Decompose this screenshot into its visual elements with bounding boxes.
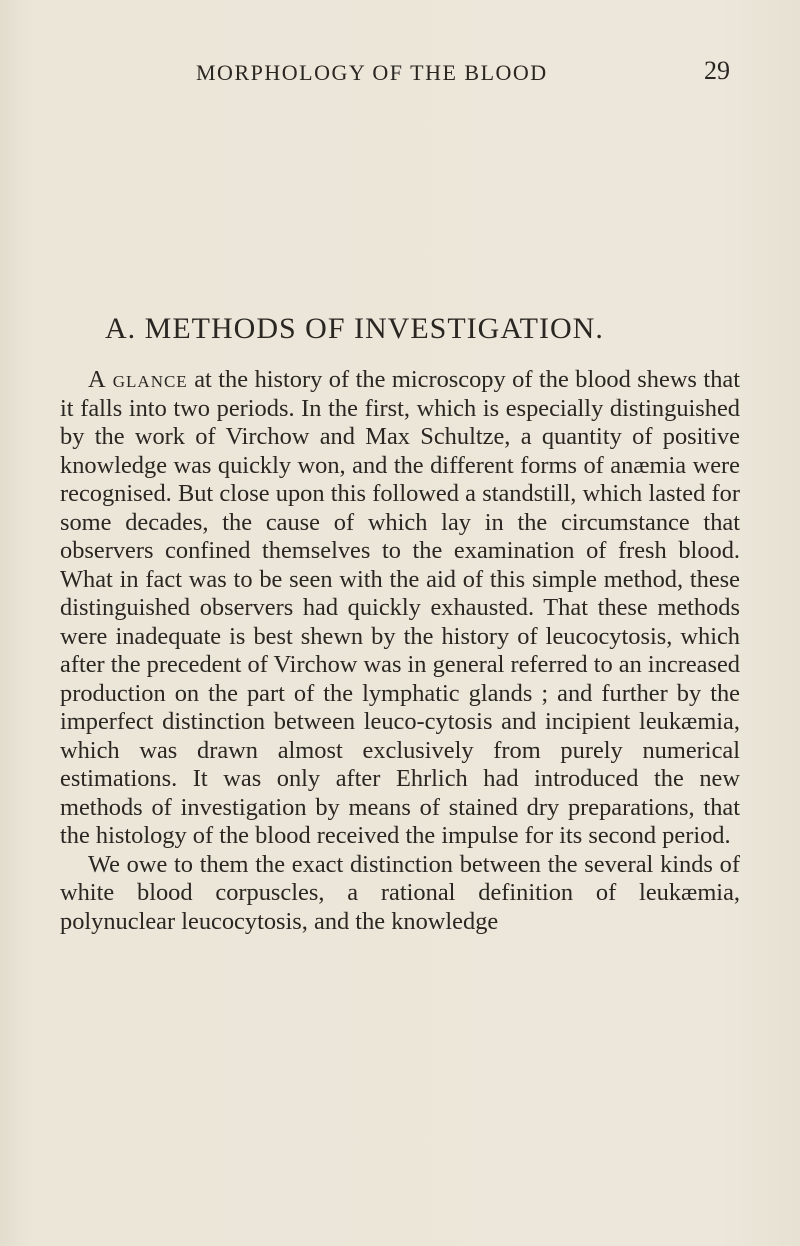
paragraph-1 <box>60 366 740 851</box>
body-text <box>60 366 740 936</box>
section-heading: A. METHODS OF INVESTIGATION. <box>105 312 604 345</box>
page-number: 29 <box>704 56 730 85</box>
paragraph-1-text: at the history of the microscopy of the blood shews that it falls into two periods. In the first, which is especially distinguished by the work of Virchow and Max Schultze, a quantity of positive knowledge was quickly won, and the different forms of anæmia were recognised. But close upon this followed a standstill, which lasted for some decades, the cause of which lay in the circumstance that observers confined themselves to the examination of fresh blood. What in fact was to be seen with the aid of this simple method, these distinguished observers had quickly exhausted. That these methods were inadequate is best shewn by the history of leucocytosis, which after the precedent of Virchow was in general referred to an increased production on the part of the lymphatic glands ; and further by the imperfect distinction between leuco-cytosis and incipient leukæmia, which was drawn almost exclusively from purely numerical estimations. It was only after Ehrlich had introduced the new methods of investigation by means of stained dry preparations, that the histology of the blood received the impulse for its second period. <box>60 366 740 849</box>
paragraph-2: We owe to them the exact distinction between the several kinds of white blood corpuscles, a rational definition of leukæmia, polynuclear leucocytosis, and the knowledge <box>60 850 740 935</box>
running-head: MORPHOLOGY OF THE BLOOD <box>196 60 548 85</box>
paragraph-lead-small-caps: A glance <box>88 366 188 393</box>
